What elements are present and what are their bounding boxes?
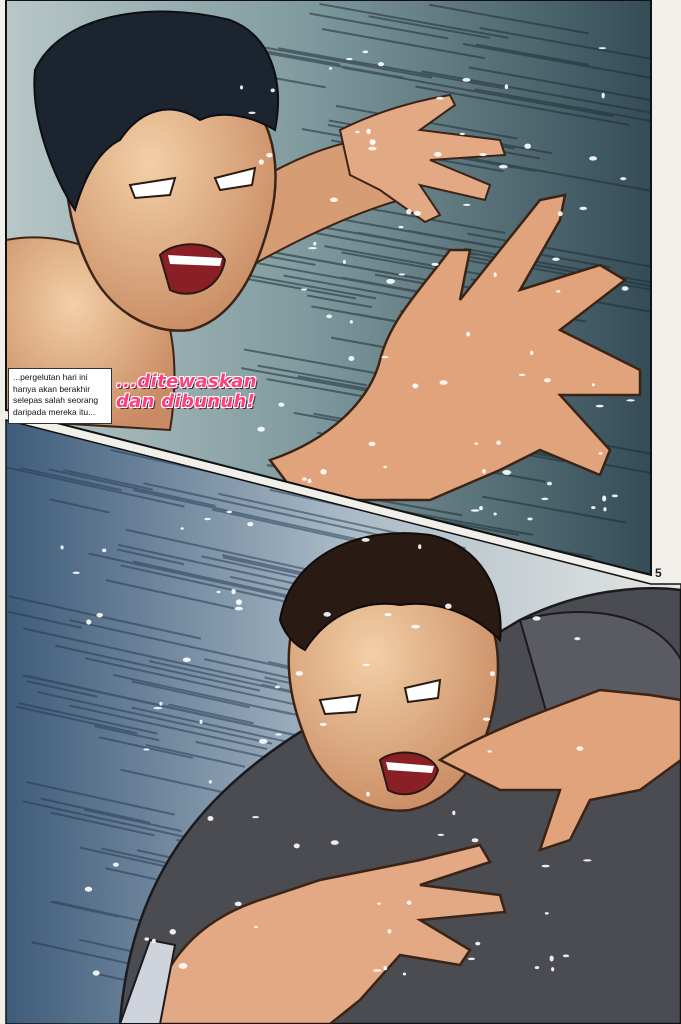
sweat-drop [466, 332, 470, 337]
caption-line: ...pergelutan hari ini [13, 372, 88, 382]
sweat-drop [431, 263, 438, 266]
caption-line: daripada mereka itu... [13, 406, 96, 417]
sweat-drop [452, 811, 455, 816]
sweat-drop [403, 972, 406, 975]
sweat-drop [558, 211, 563, 216]
sweat-drop [468, 958, 475, 961]
sweat-drop [275, 686, 280, 688]
sweat-drop [436, 97, 444, 100]
sweat-drop [603, 507, 606, 511]
sweat-drop [434, 152, 441, 157]
sweat-drop [204, 518, 211, 520]
sweat-drop [200, 720, 203, 724]
sweat-drop [320, 723, 327, 726]
sweat-drop [377, 903, 381, 905]
sweat-drop [622, 286, 629, 291]
sweat-drop [399, 226, 404, 228]
sweat-drop [494, 272, 497, 277]
sweat-drop [438, 834, 445, 836]
sweat-drop [383, 466, 387, 468]
sweat-drop [602, 496, 606, 502]
sweat-drop [254, 926, 258, 928]
sweat-drop [626, 399, 635, 401]
sweat-drop [602, 93, 605, 99]
sweat-drop [490, 671, 495, 676]
sweat-drop [308, 479, 312, 484]
sweat-drop [248, 112, 255, 114]
sweat-drop [236, 599, 242, 605]
sweat-drop [271, 89, 275, 93]
sweat-drop [373, 969, 382, 971]
sweat-drop [179, 963, 188, 969]
sweat-drop [153, 707, 162, 709]
sweat-drop [217, 591, 221, 593]
sweat-drop [445, 603, 452, 608]
sweat-drop [474, 443, 478, 445]
sweat-drop [93, 970, 100, 975]
sweat-drop [60, 545, 63, 549]
sweat-drop [331, 840, 339, 845]
sweat-drop [552, 257, 559, 260]
sweat-drop [550, 956, 554, 962]
sweat-drop [547, 482, 552, 486]
sweat-drop [524, 143, 531, 148]
sweat-drop [278, 403, 284, 407]
sweat-drop [183, 658, 191, 662]
sweat-drop [563, 955, 569, 958]
sweat-drop [231, 589, 235, 594]
sweat-drop [411, 625, 420, 629]
sweat-drop [326, 315, 332, 319]
sweat-drop [462, 78, 470, 82]
sweat-drop [266, 153, 272, 158]
sweat-drop [472, 838, 479, 842]
sweat-drop [308, 247, 317, 249]
sweat-drop [533, 616, 541, 620]
sweat-drop [535, 966, 539, 969]
sweat-drop [252, 816, 259, 818]
sweat-drop [343, 260, 346, 264]
sweat-drop [355, 131, 359, 133]
sweat-drop [479, 153, 486, 156]
sweat-drop [542, 865, 550, 868]
sweat-drop [545, 912, 549, 914]
sweat-drop [368, 147, 377, 151]
sweat-drop [257, 427, 264, 432]
sweat-drop [612, 495, 618, 498]
sweat-drop [143, 748, 149, 750]
caption-line: hanya akan berakhir [13, 383, 91, 394]
sweat-drop [381, 356, 388, 358]
sweat-drop [530, 351, 533, 356]
sweat-drop [579, 207, 587, 210]
sweat-drop [519, 374, 526, 376]
sweat-drop [159, 702, 162, 706]
sweat-drop [234, 607, 243, 611]
sweat-drop [589, 156, 597, 160]
sweat-drop [418, 544, 421, 549]
sweat-drop [592, 383, 595, 386]
sweat-drop [362, 664, 370, 666]
sweat-drop [596, 405, 604, 408]
sweat-drop [544, 378, 551, 382]
page-number: 5 [655, 566, 662, 580]
sweat-drop [170, 929, 176, 935]
sweat-drop [551, 967, 554, 971]
sweat-drop [313, 242, 316, 246]
sweat-drop [320, 469, 326, 475]
sweat-drop [505, 84, 508, 89]
sweat-drop [574, 637, 580, 640]
sweat-drop [527, 517, 532, 520]
sweat-drop [583, 859, 592, 861]
sweat-drop [86, 619, 91, 624]
sweat-drop [259, 159, 264, 164]
sweat-drop [482, 469, 486, 474]
sweat-drop [329, 67, 332, 69]
sweat-drop [85, 887, 92, 892]
sweat-drop [96, 613, 102, 618]
caption-line: selepas salah seorang [13, 395, 99, 405]
sweat-drop [384, 613, 391, 616]
sweat-drop [407, 901, 412, 905]
sweat-drop [414, 211, 421, 216]
sweat-drop [499, 165, 508, 169]
sweat-drop [366, 792, 370, 797]
sweat-drop [362, 538, 370, 542]
sweat-drop [296, 671, 303, 676]
sweat-drop [576, 746, 583, 751]
sweat-drop [366, 129, 370, 134]
sweat-drop [463, 204, 471, 206]
sweat-drop [487, 750, 491, 752]
sweat-drop [302, 477, 307, 480]
sweat-drop [386, 279, 395, 284]
sweat-drop [460, 133, 465, 135]
sweat-drop [301, 288, 307, 290]
sweat-drop [502, 470, 511, 475]
sweat-drop [330, 198, 338, 202]
sweat-drop [483, 717, 490, 720]
sweat-drop [259, 739, 268, 744]
sweat-drop [294, 844, 300, 849]
sweat-drop [350, 320, 353, 324]
sfx-text [116, 372, 257, 412]
sweat-drop [440, 380, 448, 385]
sfx-line: dan dibunuh! [116, 391, 256, 412]
sweat-drop [599, 47, 607, 49]
sweat-drop [247, 522, 253, 526]
sweat-drop [235, 902, 242, 907]
sweat-drop [471, 509, 480, 511]
sweat-drop [591, 506, 595, 509]
sweat-drop [493, 512, 496, 515]
sweat-drop [479, 506, 483, 510]
sweat-drop [412, 384, 418, 389]
sweat-drop [207, 816, 213, 821]
narration-caption [8, 368, 112, 424]
sweat-drop [399, 273, 406, 275]
sweat-drop [346, 58, 353, 60]
sweat-drop [72, 572, 79, 574]
sweat-drop [348, 356, 354, 361]
sweat-drop [181, 527, 184, 529]
sweat-drop [388, 929, 392, 934]
sweat-drop [240, 85, 243, 89]
sweat-drop [496, 441, 501, 445]
sweat-drop [113, 863, 119, 867]
sweat-drop [102, 549, 106, 553]
sweat-drop [152, 939, 156, 944]
sweat-drop [541, 498, 548, 501]
sweat-drop [556, 290, 560, 292]
sweat-drop [383, 966, 387, 970]
sweat-drop [275, 733, 282, 735]
sweat-drop [209, 780, 212, 784]
sweat-drop [226, 511, 232, 514]
sweat-drop [620, 177, 626, 180]
sweat-drop [475, 942, 480, 946]
sweat-drop [599, 452, 603, 454]
sweat-drop [368, 442, 375, 447]
sweat-drop [406, 209, 411, 215]
sweat-drop [378, 62, 384, 66]
sweat-drop [363, 51, 369, 54]
sweat-drop [323, 612, 330, 617]
sweat-drop [369, 139, 375, 145]
sweat-drop [144, 937, 149, 940]
sfx-line: ...ditewaskan [116, 371, 257, 392]
